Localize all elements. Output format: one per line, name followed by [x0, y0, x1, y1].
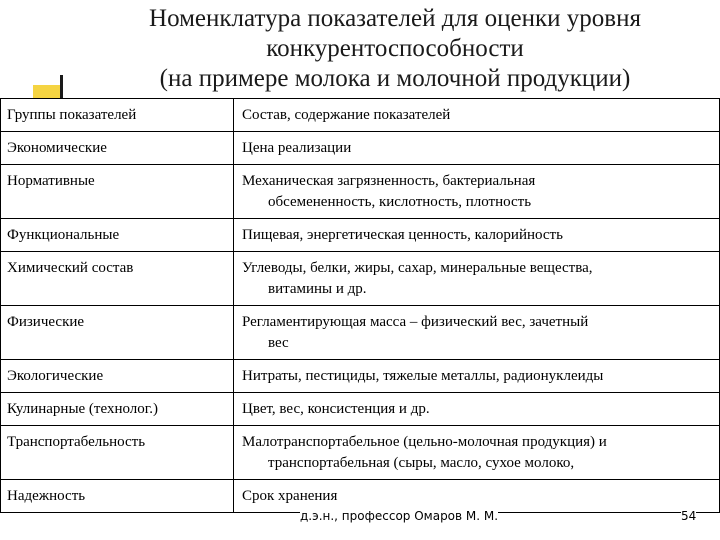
- group-cell: Физические: [1, 306, 234, 360]
- title-line-1: Номенклатура показателей для оценки уровня: [149, 5, 641, 32]
- composition-cell: Пищевая, энергетическая ценность, калорийность: [234, 219, 720, 252]
- table-row: [1, 132, 720, 165]
- title-line-3: (на примере молока и молочной продукции): [159, 65, 631, 92]
- header-cell-composition: Состав, содержание показателей: [234, 99, 720, 132]
- table-header-row: [1, 99, 720, 132]
- group-cell: Функциональные: [1, 219, 234, 252]
- composition-cell: Механическая загрязненность, бактериальная обсемененность, кислотность, плотность: [234, 165, 720, 219]
- composition-cell: Регламентирующая масса – физический вес, зачетный вес: [234, 306, 720, 360]
- group-cell: Транспортабельность: [1, 426, 234, 480]
- composition-cell: Нитраты, пестициды, тяжелые металлы, радионуклеиды: [234, 360, 720, 393]
- composition-cell: Цвет, вес, консистенция и др.: [234, 393, 720, 426]
- slide-footer: [0, 509, 720, 527]
- group-cell: Кулинарные (технолог.): [1, 393, 234, 426]
- table-row: [1, 219, 720, 252]
- footer-author: д.э.н., профессор Омаров М. М.: [300, 509, 499, 523]
- indicators-table-container: [0, 98, 720, 540]
- header-cell-groups: Группы показателей: [1, 99, 234, 132]
- composition-cell: Углеводы, белки, жиры, сахар, минеральные вещества, витамины и др.: [234, 252, 720, 306]
- group-cell: Нормативные: [1, 165, 234, 219]
- composition-cell: Срок хранения: [234, 480, 720, 513]
- indicators-table: [0, 98, 720, 513]
- group-cell: Надежность: [1, 480, 234, 513]
- slide-title: [100, 4, 690, 94]
- group-cell: Экономические: [1, 132, 234, 165]
- group-cell: Химический состав: [1, 252, 234, 306]
- table-row: [1, 165, 720, 219]
- group-cell: Экологические: [1, 360, 234, 393]
- table-row: [1, 426, 720, 480]
- table-row: [1, 306, 720, 360]
- composition-cell: Малотранспортабельное (цельно-молочная продукция) и транспортабельная (сыры, масло, сухое молоко,: [234, 426, 720, 480]
- title-line-2: конкурентоспособности: [266, 35, 524, 62]
- page-number: 54: [681, 509, 697, 523]
- table-row: [1, 480, 720, 513]
- table-row: [1, 360, 720, 393]
- table-row: [1, 252, 720, 306]
- composition-cell: Цена реализации: [234, 132, 720, 165]
- table-row: [1, 393, 720, 426]
